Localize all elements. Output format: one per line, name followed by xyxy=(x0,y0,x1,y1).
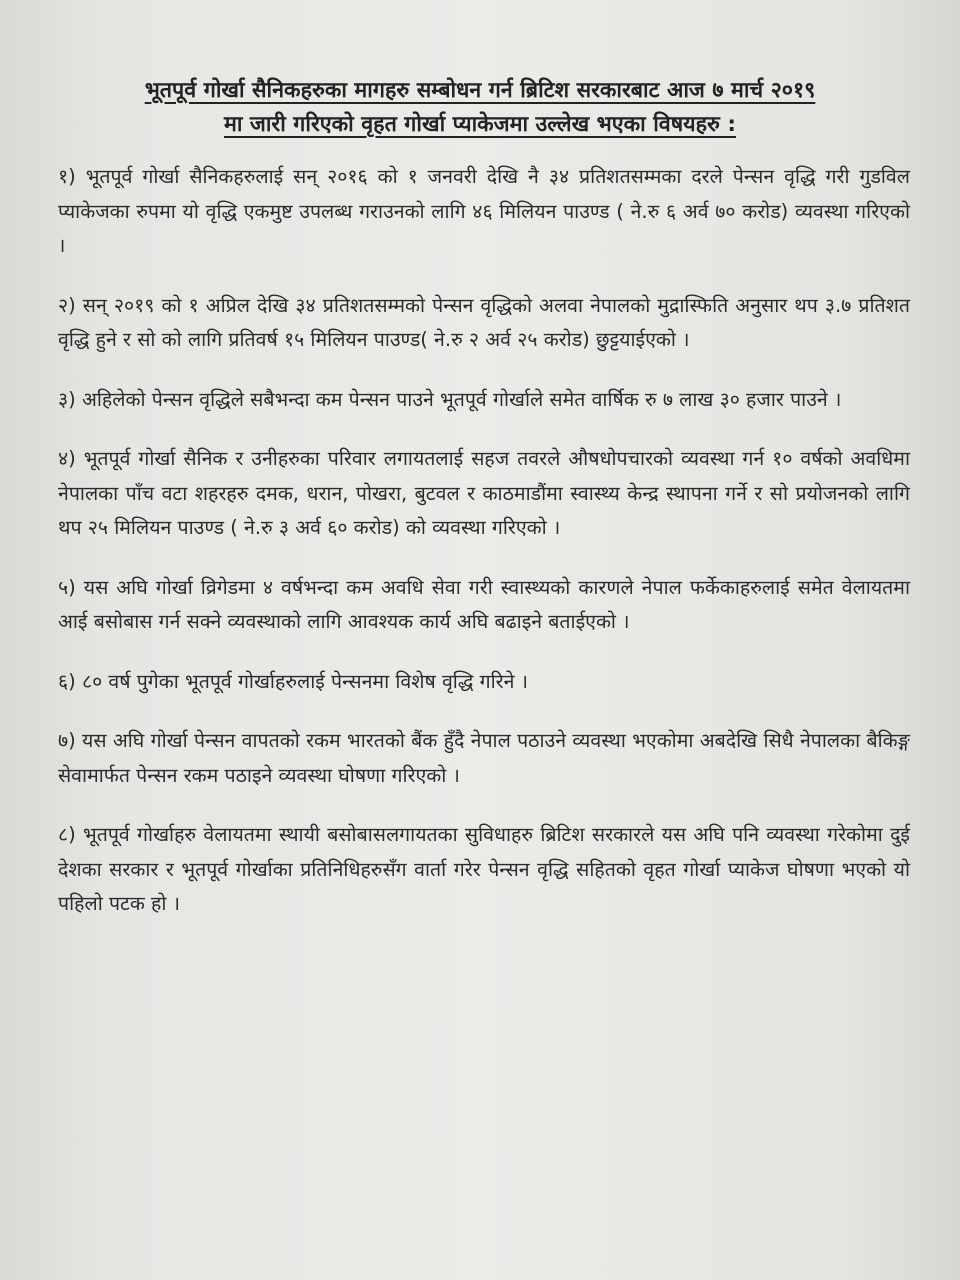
list-item-6: ६) ८० वर्ष पुगेका भूतपूर्व गोर्खाहरुलाई पेन्सनमा विशेष वृद्धि गरिने । xyxy=(58,669,529,693)
title-line-1: भूतपूर्व गोर्खा सैनिकहरुका मागहरु सम्बोधन गर्न ब्रिटिश सरकारबाट आज ७ मार्च २०१९ xyxy=(144,78,816,103)
item-list xyxy=(58,160,910,947)
list-item-8: ८) भूतपूर्व गोर्खाहरु वेलायतमा स्थायी बसोबासलगायतका सुविधाहरु ब्रिटिश सरकारले यस अघि पनि व्यवस्था गरेकोमा दुई देशका सरकार र भूतपूर्व गोर्खाका प्रतिनिधिहरुसँग वार्ता गरेर पेन्सन वृद्धि सहितको वृहत गोर्खा प्याकेज घोषणा भएको यो पहिलो पटक हो । xyxy=(58,823,910,915)
title-line-2: मा जारी गरिएको वृहत गोर्खा प्याकेजमा उल्लेख भएका विषयहरु : xyxy=(224,112,736,137)
list-item-5: ५) यस अघि गोर्खा व्रिगेडमा ४ वर्षभन्दा कम अवधि सेवा गरी स्वास्थ्यको कारणले नेपाल फर्केकाहरुलाई समेत वेलायतमा आई बसोबास गर्न सक्ने व्यवस्थाको लागि आवश्यक कार्य अघि बढाइने बताईएको । xyxy=(58,575,910,633)
list-item-7: ७) यस अघि गोर्खा पेन्सन वापतको रकम भारतको बैंक हुँदै नेपाल पठाउने व्यवस्था भएकोमा अबदेखि सिधै नेपालका बैकिङ्ग सेवामार्फत पेन्सन रकम पठाइने व्यवस्था घोषणा गरिएको । xyxy=(58,729,910,787)
document-title xyxy=(40,74,920,142)
list-item-2: २) सन् २०१९ को १ अप्रिल देखि ३४ प्रतिशतसम्मको पेन्सन वृद्धिको अलवा नेपालको मुद्रास्फिति अनुसार थप ३.७ प्रतिशत वृद्धि हुने र सो को लागि प्रतिवर्ष १५ मिलियन पाउण्ड( ने.रु २ अर्व २५ करोड) छुट्टयाईएको । xyxy=(58,293,910,351)
list-item-4: ४) भूतपूर्व गोर्खा सैनिक र उनीहरुका परिवार लगायतलाई सहज तवरले औषधोपचारको व्यवस्था गर्न १० वर्षको अवधिमा नेपालका पाँच वटा शहरहरु दमक, धरान, पोखरा, बुटवल र काठमाडौंमा स्वास्थ्य केन्द्र स्थापना गर्ने र सो प्रयोजनको लागि थप २५ मिलियन पाउण्ड ( ने.रु ३ अर्व ६० करोड) को व्यवस्था गरिएको । xyxy=(58,447,910,539)
list-item-1: १) भूतपूर्व गोर्खा सैनिकहरुलाई सन् २०१६ को १ जनवरी देखि नै ३४ प्रतिशतसम्मका दरले पेन्सन वृद्धि गरी गुडविल प्याकेजका रुपमा यो वृद्धि एकमुष्ट उपलब्ध गराउनको लागि ४६ मिलियन पाउण्ड ( ने.रु ६ अर्व ७० करोड) व्यवस्था गरिएको । xyxy=(58,165,910,257)
list-item-3: ३) अहिलेको पेन्सन वृद्धिले सबैभन्दा कम पेन्सन पाउने भूतपूर्व गोर्खाले समेत वार्षिक रु ७ लाख ३० हजार पाउने । xyxy=(58,387,842,411)
